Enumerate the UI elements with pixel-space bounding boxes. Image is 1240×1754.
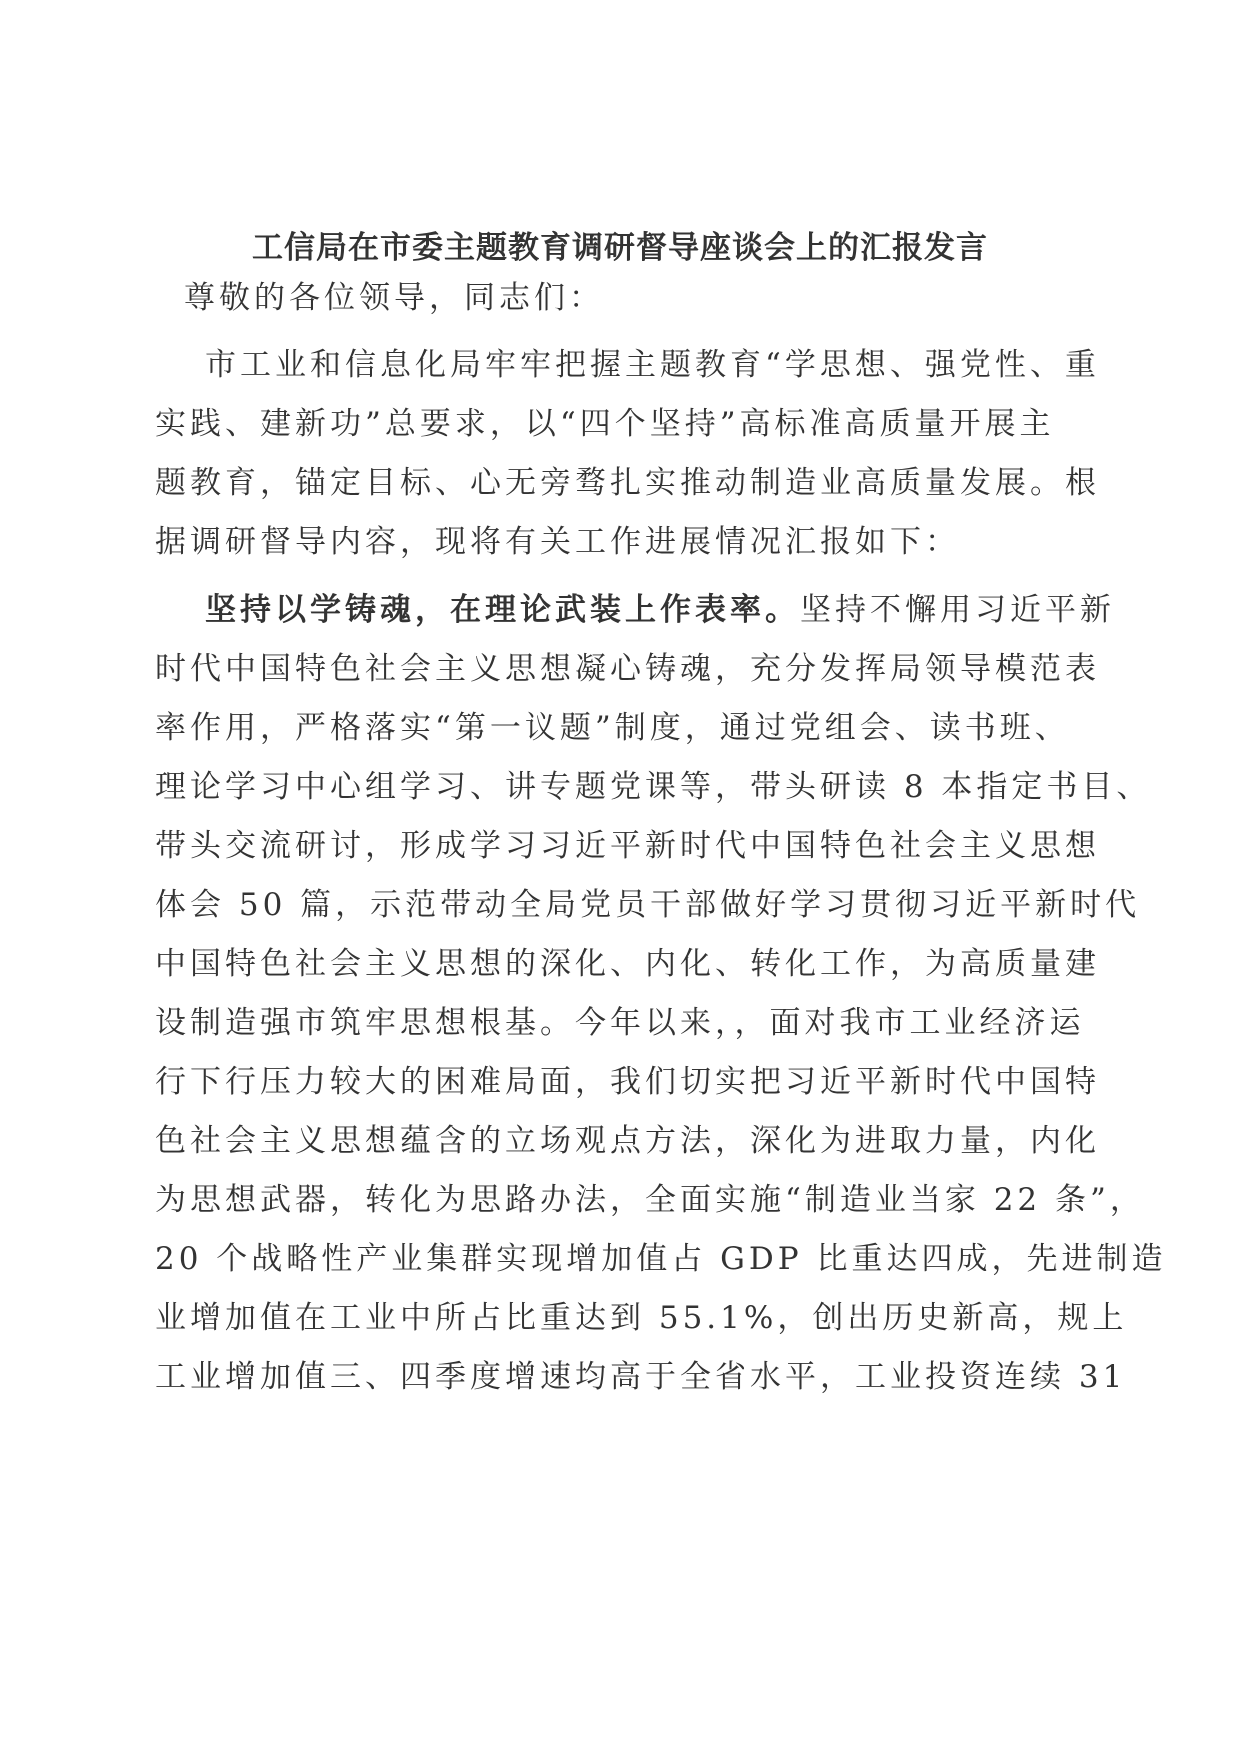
intro-line: 市工业和信息化局牢牢把握主题教育“学思想、强党性、重: [205, 347, 1100, 383]
body-line: 中国特色社会主义思想的深化、内化、转化工作，为高质量建: [155, 946, 1100, 982]
document-title: 工信局在市委主题教育调研督导座谈会上的汇报发言: [252, 230, 988, 266]
body-line: 为思想武器，转化为思路办法，全面实施“制造业当家 22 条”，: [155, 1182, 1145, 1218]
body-line: 20 个战略性产业集群实现增加值占 GDP 比重达四成，先进制造: [155, 1241, 1167, 1277]
section-first-line: [205, 590, 1115, 630]
body-line: 时代中国特色社会主义思想凝心铸魂，充分发挥局领导模范表: [155, 651, 1100, 687]
section-heading: 坚持以学铸魂，在理论武装上作表率。: [205, 592, 800, 628]
body-line: 理论学习中心组学习、讲专题党课等，带头研读 8 本指定书目、: [155, 769, 1152, 805]
body-line: 工业增加值三、四季度增速均高于全省水平，工业投资连续 31: [155, 1359, 1127, 1395]
body-line: 设制造强市筑牢思想根基。今年以来，，面对我市工业经济运: [155, 1005, 1085, 1041]
body-line: 带头交流研讨，形成学习习近平新时代中国特色社会主义思想: [155, 828, 1100, 864]
salutation: 尊敬的各位领导，同志们：: [184, 280, 604, 316]
body-line: 体会 50 篇，示范带动全局党员干部做好学习贯彻习近平新时代: [155, 887, 1141, 923]
section-first-line-rest: 坚持不懈用习近平新: [800, 592, 1115, 628]
intro-line: 据调研督导内容，现将有关工作进展情况汇报如下：: [155, 524, 960, 560]
intro-line: 实践、建新功”总要求，以“四个坚持”高标准高质量开展主: [155, 406, 1055, 442]
body-line: 业增加值在工业中所占比重达到 55.1%，创出历史新高，规上: [155, 1300, 1128, 1336]
body-line: 率作用，严格落实“第一议题”制度，通过党组会、读书班、: [155, 710, 1070, 746]
body-line: 色社会主义思想蕴含的立场观点方法，深化为进取力量，内化: [155, 1123, 1100, 1159]
intro-line: 题教育，锚定目标、心无旁骛扎实推动制造业高质量发展。根: [155, 465, 1100, 501]
body-line: 行下行压力较大的困难局面，我们切实把习近平新时代中国特: [155, 1064, 1100, 1100]
